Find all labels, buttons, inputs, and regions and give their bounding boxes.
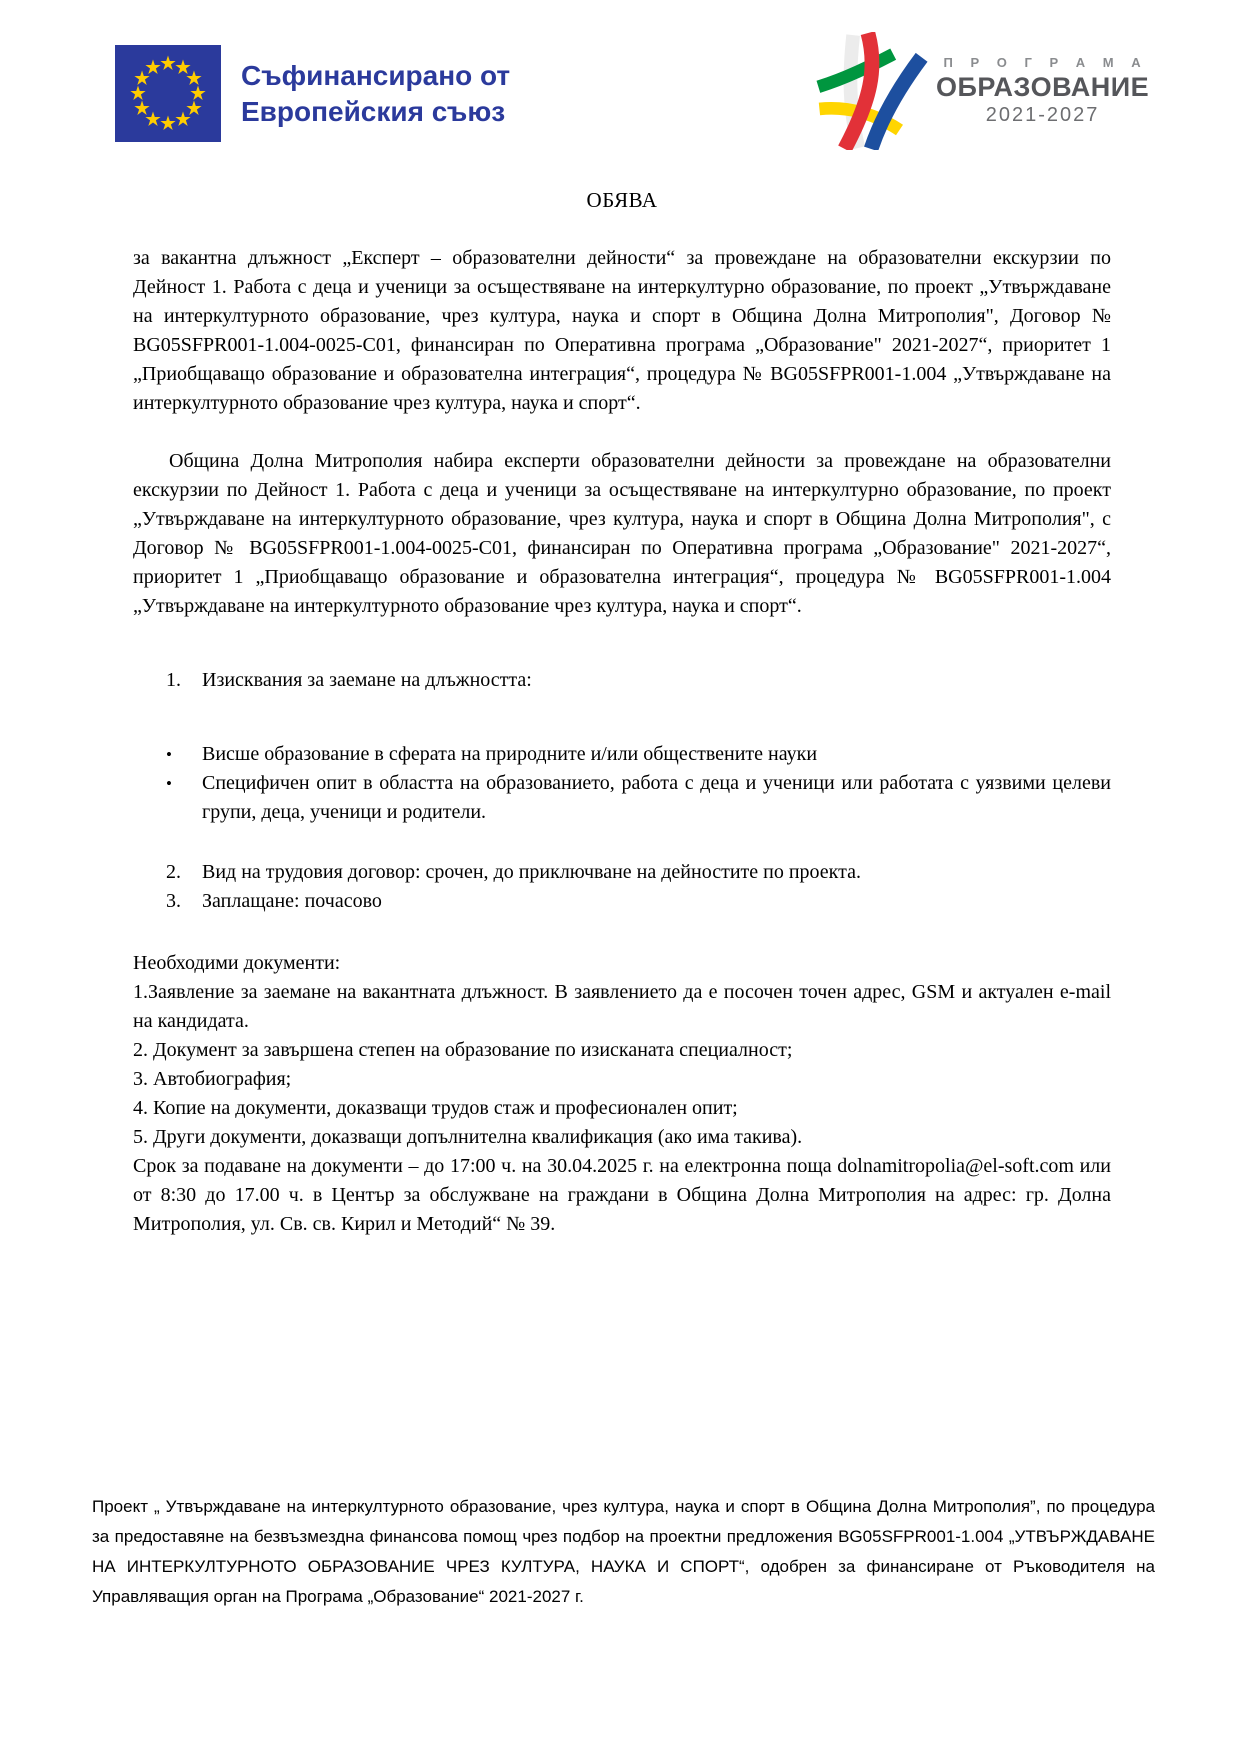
program-ribbons-icon — [812, 32, 928, 150]
eu-stars-icon — [115, 45, 221, 142]
documents-heading: Необходими документи: — [133, 952, 341, 974]
document-item: 1.Заявление за заемане на вакантната длъжност. В заявлението да е посочен точен адрес, GSM и актуален e-mail на кандидата. — [133, 981, 1111, 1032]
project-footer-note: Проект „ Утвърждаване на интеркултурното образование, чрез култура, наука и спорт в Община Долна Митрополия”, по процедура за предоставяне на безвъзмездна финансова помощ чрез подбор на проектни предложения BG05SFPR001-1.004 „УТВЪРЖДАВАНЕ НА ИНТЕРКУЛТУРНОТО ОБРАЗОВАНИЕ ЧРЕЗ КУЛТУРА, НАУКА И СПОРТ“, одобрен за финансиране от Ръководителя на Управляващия орган на Програма „Образование“ 2021-2027 г. — [92, 1497, 1155, 1606]
list-number: 1. — [166, 669, 181, 691]
intro-paragraph: за вакантна длъжност „Експерт – образователни дейности“ за провеждане на образователни екскурзии по Дейност 1. Работа с деца и ученици за осъществяване на интеркултурно образование, по проект „Утвърждаване на интеркултурното образование, чрез култура, наука и спорт в Община Долна Митрополия", Договор № BG05SFPR001-1.004-0025-C01, финансиран по Оперативна програма „Образование" 2021-2027“, приоритет 1 „Приобщаващо образование и образователна интеграция“, процедура № BG05SFPR001-1.004 „Утвърждаване на интеркултурното образование чрез култура, наука и спорт“. — [133, 247, 1111, 414]
eu-text-line1: Съфинансирано от — [241, 59, 511, 91]
bullet-icon: • — [166, 774, 172, 793]
requirements-heading-text: Изисквания за заемане на длъжността: — [202, 669, 532, 691]
program-years: 2021-2027 — [985, 104, 1100, 126]
list-item — [133, 769, 1111, 827]
eu-text-line2: Европейския съюз — [241, 95, 506, 127]
document-item: 2. Документ за завършена степен на образование по изисканата специалност; — [133, 1039, 793, 1061]
eu-cofunded-text — [241, 58, 510, 130]
program-label: П Р О Г Р А М А — [943, 55, 1148, 70]
document-content — [133, 186, 1111, 1239]
list-number: 3. — [166, 890, 181, 912]
document-item: 5. Други документи, доказващи допълнителна квалификация (ако има такива). — [133, 1126, 803, 1148]
requirements-heading-item — [133, 666, 1111, 695]
bullet-text: Специфичен опит в областта на образованието, работа с деца и ученици или работата с уязвими целеви групи, деца, ученици и родители. — [202, 772, 1111, 823]
payment-item — [133, 887, 1111, 916]
contract-type-item — [133, 858, 1111, 887]
program-logo-text — [936, 55, 1149, 127]
eu-cofunded-logo — [115, 45, 510, 142]
bullet-text: Висше образование в сферата на природните и/или обществените науки — [202, 743, 818, 765]
list-item — [133, 740, 1111, 769]
eu-flag-icon — [115, 45, 221, 142]
payment-text: Заплащане: почасово — [202, 890, 382, 912]
bullet-icon: • — [166, 745, 172, 764]
document-item: 3. Автобиография; — [133, 1068, 292, 1090]
program-education-logo — [812, 32, 1149, 150]
document-item: 4. Копие на документи, доказващи трудов стаж и професионален опит; — [133, 1097, 738, 1119]
list-number: 2. — [166, 861, 181, 883]
deadline-paragraph: Срок за подаване на документи – до 17:00 ч. на 30.04.2025 г. на електронна поща dolnamitropolia@el-soft.com или от 8:30 до 17.00 ч. в Център за обслужване на граждани в Община Долна Митрополия на адрес: гр. Долна Митрополия, ул. Св. св. Кирил и Методий“ № 39. — [133, 1155, 1111, 1235]
contract-type-text: Вид на трудовия договор: срочен, до приключване на дейностите по проекта. — [202, 861, 861, 883]
requirements-bullet-list — [133, 740, 1111, 827]
second-paragraph: Община Долна Митрополия набира експерти образователни дейности за провеждане на образователни екскурзии по Дейност 1. Работа с деца и ученици за осъществяване на интеркултурно образование, по проект „Утвърждаване на интеркултурното образование, чрез култура, наука и спорт в Община Долна Митрополия", с Договор № BG05SFPR001-1.004-0025-C01, финансиран по Оперативна програма „Образование" 2021-2027“, приоритет 1 „Приобщаващо образование и образователна интеграция“, процедура № BG05SFPR001-1.004 „Утвърждаване на интеркултурното образование чрез култура, наука и спорт“. — [133, 450, 1111, 617]
program-name: ОБРАЗОВАНИЕ — [936, 72, 1150, 102]
page-title: ОБЯВА — [586, 188, 658, 212]
